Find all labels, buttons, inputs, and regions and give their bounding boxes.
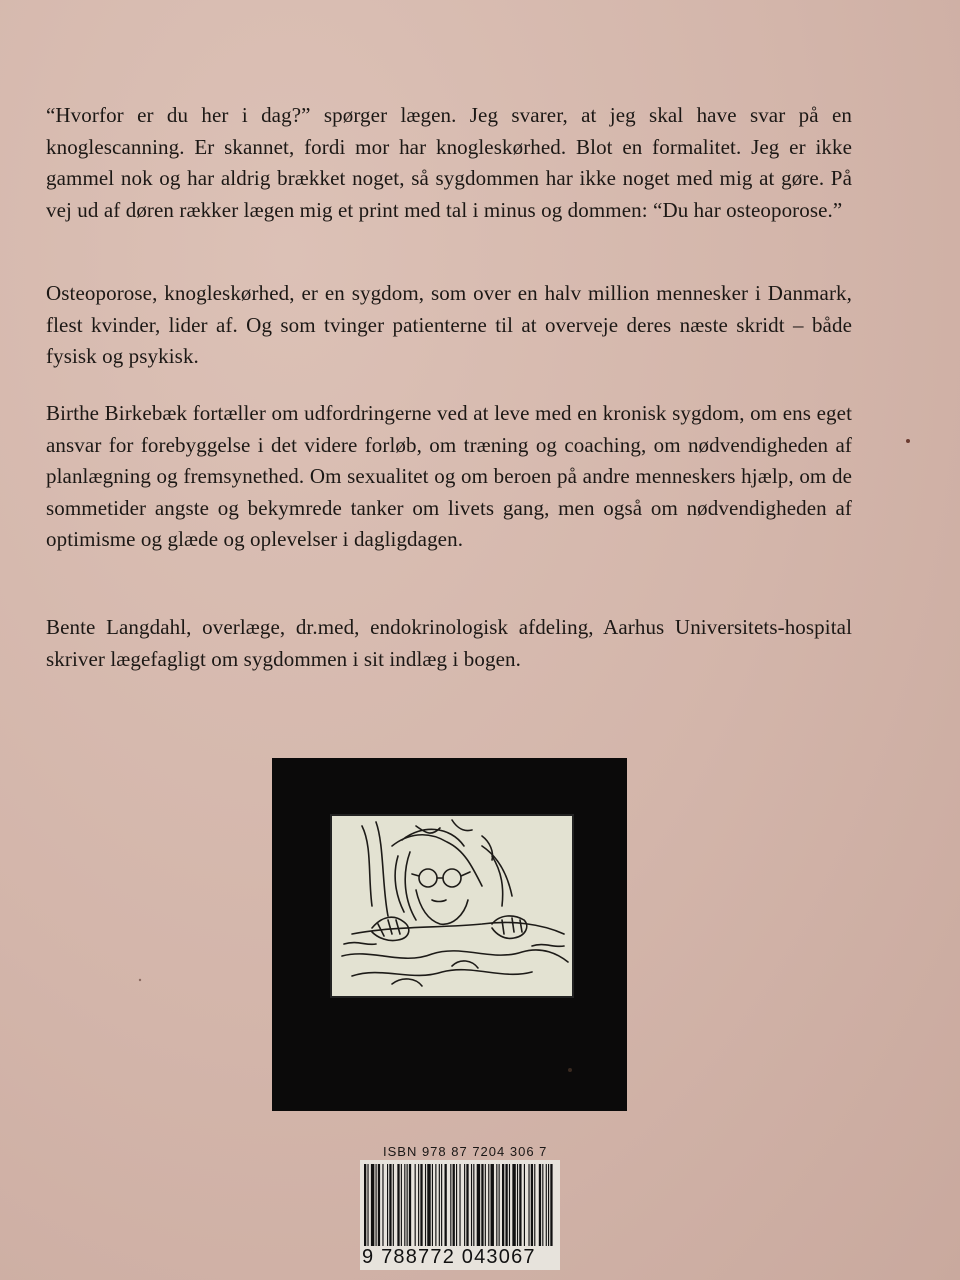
barcode-bar	[393, 1164, 394, 1246]
barcode-bar	[418, 1164, 419, 1246]
barcode-bar	[509, 1164, 510, 1246]
blurb-paragraph-4	[46, 612, 852, 675]
blurb-paragraph-1	[46, 100, 852, 226]
barcode-bar	[397, 1164, 399, 1246]
barcode-bar	[404, 1164, 405, 1246]
blurb-text: Birthe Birkebæk fortæller om udfordringerne ved at leve med en kronisk sygdom, om ens eget ansvar for forebyggelse i det videre forløb, om træning og coaching, om nødvendigheden af planlægning og fremsynethed. Om sexualitet og om beroen på andre menneskers hjælp, om de sommetider angste og bekymrede tanker om livets gang, men også om nødvendigheden af optimisme og glæde og oplevelser i dagligdagen.	[46, 401, 852, 551]
barcode-bar	[502, 1164, 504, 1246]
barcode-bar	[376, 1164, 377, 1246]
barcode-bar	[464, 1164, 465, 1246]
barcode-bar	[466, 1164, 468, 1246]
barcode-bar	[539, 1164, 541, 1246]
barcode-bar	[473, 1164, 474, 1246]
barcode-bar	[524, 1164, 525, 1246]
cover-illustration	[272, 758, 627, 1111]
barcode-bar	[491, 1164, 494, 1246]
barcode-bar	[456, 1164, 457, 1246]
barcode-bar	[435, 1164, 436, 1246]
barcode	[360, 1160, 560, 1270]
barcode-bar	[364, 1164, 366, 1246]
barcode-bar	[371, 1164, 374, 1246]
barcode-bar	[382, 1164, 383, 1246]
barcode-bar	[534, 1164, 535, 1246]
barcode-bar	[471, 1164, 472, 1246]
barcode-bar	[542, 1164, 543, 1246]
barcode-bar	[485, 1164, 486, 1246]
barcode-bar	[499, 1164, 500, 1246]
barcode-bar	[441, 1164, 442, 1246]
blurb-text: Bente Langdahl, overlæge, dr.med, endokrinologisk afdeling, Aarhus Universitets-hospital skriver lægefagligt om sygdommen i sit indlæg i bogen.	[46, 615, 852, 671]
person-peeking-illustration-icon	[330, 814, 574, 998]
barcode-bar	[477, 1164, 480, 1246]
barcode-bar	[548, 1164, 549, 1246]
barcode-bar	[425, 1164, 426, 1246]
barcode-bar	[432, 1164, 433, 1246]
isbn-label: ISBN 978 87 7204 306 7	[383, 1144, 548, 1159]
barcode-bar	[531, 1164, 533, 1246]
blurb-text: “Hvorfor er du her i dag?” spørger lægen. Jeg svarer, at jeg skal have svar på en knoglescanning. Er skannet, fordi mor har knogleskørhed. Blot en formalitet. Jeg er ikke gammel nok og har aldrig brækket noget, så sygdommen har ikke noget med mig at gøre. På vej ud af døren rækker lægen mig et print med tal i minus og dommen: “Du har osteoporose.”	[46, 103, 852, 222]
barcode-bar	[407, 1164, 408, 1246]
barcode-bar	[420, 1164, 422, 1246]
barcode-digits: 9 788772 043067	[362, 1246, 536, 1268]
barcode-bar	[409, 1164, 411, 1246]
barcode-bar	[378, 1164, 380, 1246]
barcode-bar	[367, 1164, 368, 1246]
barcode-bar	[450, 1164, 451, 1246]
barcode-bar	[439, 1164, 440, 1246]
blurb-text: Osteoporose, knogleskørhed, er en sygdom, som over en halv million mennesker i Danmark, flest kvinder, lider af. Og som tvinger patienterne til at overveje deres næste skridt – både fysisk og psykisk.	[46, 281, 852, 368]
barcode-bar	[459, 1164, 460, 1246]
barcode-bar	[528, 1164, 529, 1246]
barcode-bar	[546, 1164, 547, 1246]
barcode-bar	[519, 1164, 521, 1246]
blurb-paragraph-2	[46, 278, 852, 373]
barcode-bar	[389, 1164, 391, 1246]
barcode-bar	[517, 1164, 518, 1246]
barcode-bar	[387, 1164, 388, 1246]
barcode-bar	[488, 1164, 489, 1246]
barcode-bar	[453, 1164, 455, 1246]
barcode-bar	[401, 1164, 402, 1246]
barcode-bar	[550, 1164, 552, 1246]
barcode-bar	[496, 1164, 497, 1246]
barcode-bar	[445, 1164, 447, 1246]
barcode-bar	[427, 1164, 430, 1246]
barcode-bar	[481, 1164, 483, 1246]
barcode-bars	[360, 1164, 560, 1246]
blurb-paragraph-3	[46, 398, 852, 556]
barcode-bar	[505, 1164, 507, 1246]
barcode-bar	[512, 1164, 515, 1246]
barcode-bar	[415, 1164, 416, 1246]
